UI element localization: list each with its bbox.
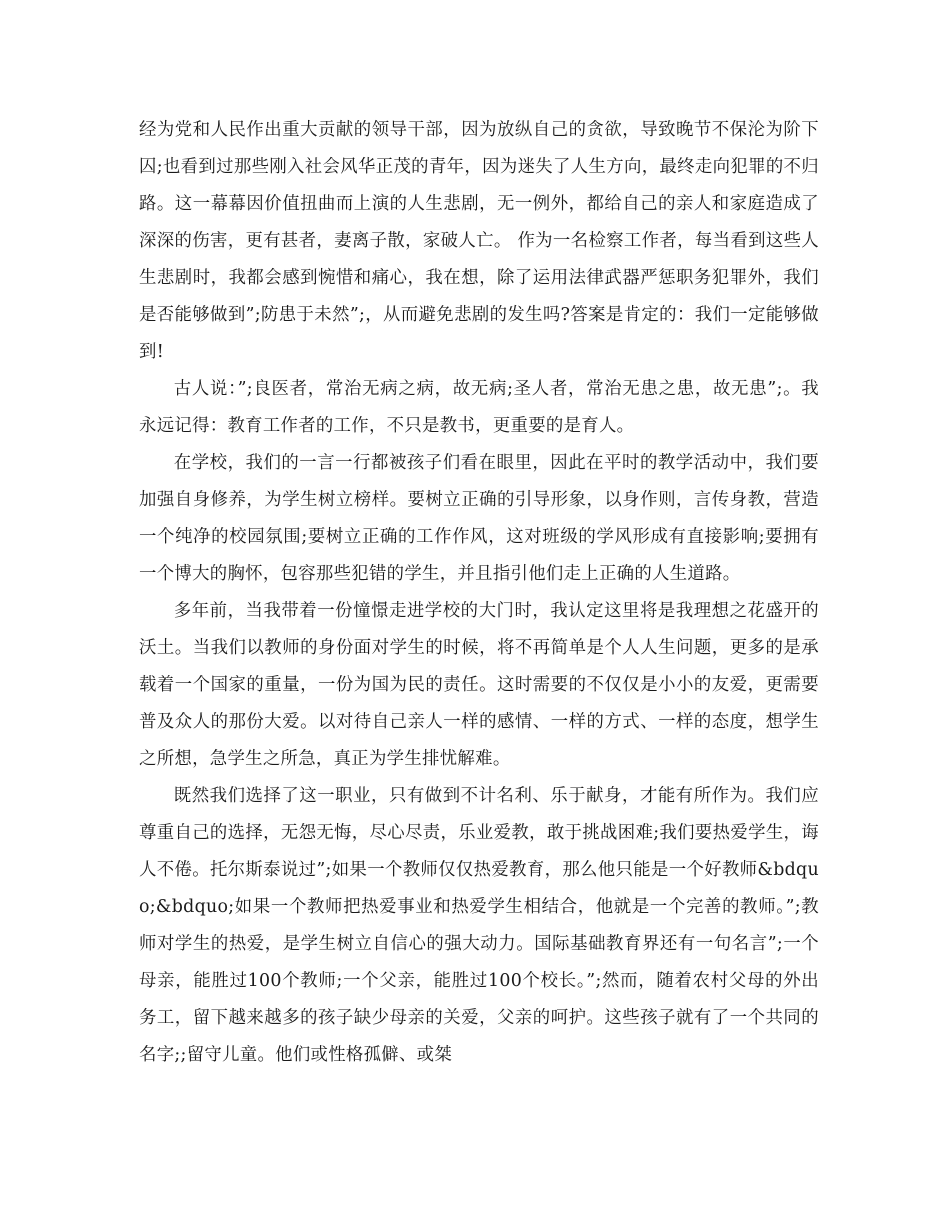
paragraph-3: 在学校，我们的一言一行都被孩子们看在眼里，因此在平时的教学活动中，我们要加强自身修养，为学生树立榜样。要树立正确的引导形象，以身作则，言传身教，营造一个纯净的校园氛围;要树立正确的工作作风，这对班级的学风形成有直接影响;要拥有一个博大的胸怀，包容那些犯错的学生，并且指引他们走上正确的人生道路。: [139, 453, 819, 584]
paragraph-1: 经为党和人民作出重大贡献的领导干部，因为放纵自己的贪欲，导致晚节不保沦为阶下囚;也看到过那些刚入社会风华正茂的青年，因为迷失了人生方向，最终走向犯罪的不归路。这一幕幕因价值扭曲而上演的人生悲剧，无一例外，都给自己的亲人和家庭造成了深深的伤害，更有甚者，妻离子散，家破人亡。 作为一名检察工作者，每当看到这些人生悲剧时，我都会感到惋惜和痛心，我在想，除了运用法律武器严惩职务犯罪外，我们是否能够做到”;防患于未然”;，从而避免悲剧的发生吗?答案是肯定的：我们一定能够做到!: [139, 120, 819, 362]
document-body: [139, 112, 819, 1074]
paragraph-2: 古人说：”;良医者，常治无病之病，故无病;圣人者，常治无患之患，故无患”;。我永远记得：教育工作者的工作，不只是教书，更重要的是育人。: [139, 379, 819, 436]
paragraph-5: 既然我们选择了这一职业，只有做到不计名利、乐于献身，才能有所作为。我们应尊重自己的选择，无怨无悔，尽心尽责，乐业爱教，敢于挑战困难;我们要热爱学生，诲人不倦。托尔斯泰说过”;如果一个教师仅仅热爱教育，那么他只能是一个好教师&bdquo;&bdquo;如果一个教师把热爱事业和热爱学生相结合，他就是一个完善的教师。”;教师对学生的热爱，是学生树立自信心的强大动力。国际基础教育界还有一句名言”;一个母亲，能胜过100个教师;一个父亲，能胜过100个校长。”;然而，随着农村父母的外出务工，留下越来越多的孩子缺少母亲的关爱，父亲的呵护。这些孩子就有了一个共同的名字;;留守儿童。他们或性格孤僻、或桀: [139, 786, 819, 1065]
paragraph-4: 多年前，当我带着一份憧憬走进学校的大门时，我认定这里将是我理想之花盛开的沃土。当我们以教师的身份面对学生的时候，将不再简单是个人人生问题，更多的是承载着一个国家的重量，一份为国为民的责任。这时需要的不仅仅是小小的友爱，更需要普及众人的那份大爱。以对待自己亲人一样的感情、一样的方式、一样的态度，想学生之所想，急学生之所急，真正为学生排忧解难。: [139, 601, 819, 769]
